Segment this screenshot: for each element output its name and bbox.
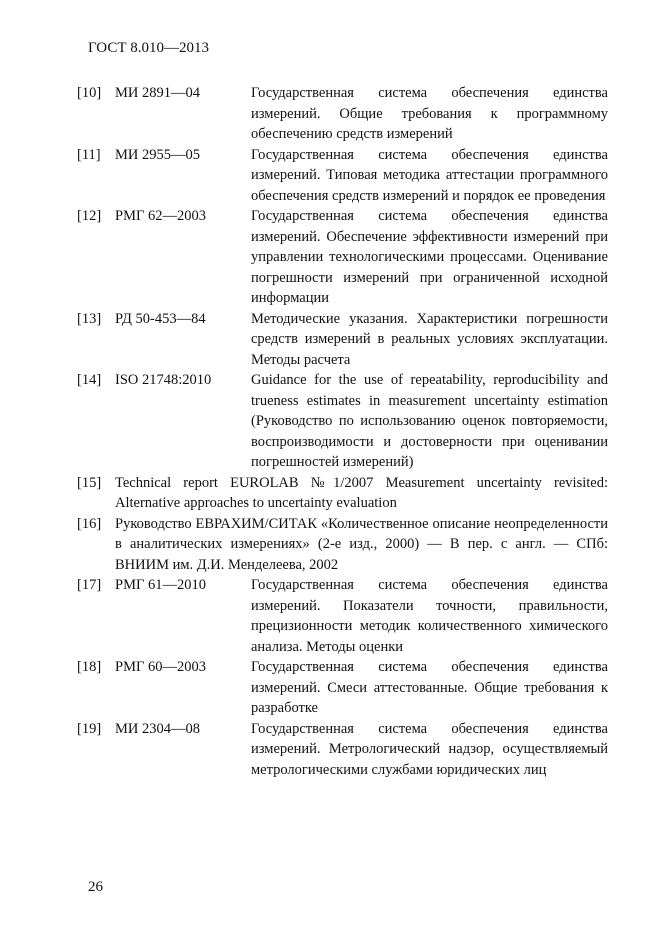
- reference-title: Государственная система обеспечения единства измерений. Метрологический надзор, осуществляемый метрологическими службами юридических лиц: [251, 720, 608, 778]
- reference-number: [12]: [77, 208, 102, 224]
- reference-code: МИ 2304—08: [115, 720, 200, 737]
- reference-item-12: [77, 206, 608, 309]
- reference-number: [18]: [77, 659, 102, 675]
- page-number: 26: [88, 879, 103, 895]
- reference-code: ISO 21748:2010: [115, 372, 212, 388]
- reference-code: РМГ 60—2003: [115, 659, 206, 675]
- reference-code: РМГ 61—2010: [115, 577, 206, 593]
- reference-number: [17]: [77, 577, 102, 593]
- reference-number: [10]: [77, 85, 102, 101]
- reference-title: Методические указания. Характеристики погрешности средств измерений в реальных условиях эксплуатации. Методы расчета: [251, 310, 608, 368]
- reference-item-14: [77, 370, 608, 473]
- reference-number: [16]: [77, 515, 102, 532]
- reference-title: Руководство ЕВРАХИМ/СИТАК «Количественное описание неопределенности в аналитических измерениях» (2-е изд., 2000) — В пер. с англ. — СПб: ВНИИМ им. Д.И. Менделеева, 2002: [115, 515, 608, 573]
- reference-item-18: [77, 657, 608, 719]
- reference-title: Guidance for the use of repeatability, reproducibility and trueness estimates in measurement uncertainty estimation (Руководство по использованию оценок повторяемости, воспроизводимости и достоверности при оценивании погрешностей измерений): [251, 372, 608, 470]
- reference-item-13: [77, 309, 608, 371]
- reference-item-19: [77, 719, 608, 781]
- reference-item-16: [77, 514, 608, 576]
- reference-code: РД 50-453—84: [115, 310, 206, 327]
- reference-item-17: [77, 575, 608, 657]
- reference-number: [19]: [77, 720, 102, 737]
- reference-code: МИ 2955—05: [115, 146, 200, 163]
- reference-item-11: [77, 145, 608, 207]
- reference-title: Государственная система обеспечения единства измерений. Смеси аттестованные. Общие требования к разработке: [251, 659, 608, 716]
- reference-number: [14]: [77, 372, 102, 388]
- reference-title: Technical report EUROLAB №1/2007 Measurement uncertainty revisited: Alternative approaches to uncertainty evaluation: [115, 474, 608, 511]
- reference-code: МИ 2891—04: [115, 85, 200, 101]
- reference-number: [13]: [77, 310, 102, 327]
- reference-title: Государственная система обеспечения единства измерений. Обеспечение эффективности измерений при управлении технологическими процессами. Оценивание погрешности измерений при ограниченной исходной информации: [251, 208, 608, 306]
- reference-code: РМГ 62—2003: [115, 208, 206, 224]
- reference-title: Государственная система обеспечения единства измерений. Общие требования к программному обеспечению средств измерений: [251, 85, 608, 142]
- reference-title: Государственная система обеспечения единства измерений. Типовая методика аттестации программного обеспечения средств измерений и порядок ее проведения: [251, 146, 608, 204]
- reference-title: Государственная система обеспечения единства измерений. Показатели точности, правильности, прецизионности методик количественного химического анализа. Методы оценки: [251, 577, 608, 655]
- reference-number: [11]: [77, 146, 101, 163]
- references-list: [77, 83, 608, 780]
- reference-item-15: [77, 473, 608, 514]
- reference-number: [15]: [77, 474, 102, 491]
- document-code-header: ГОСТ 8.010—2013: [88, 40, 209, 56]
- reference-item-10: [77, 83, 608, 145]
